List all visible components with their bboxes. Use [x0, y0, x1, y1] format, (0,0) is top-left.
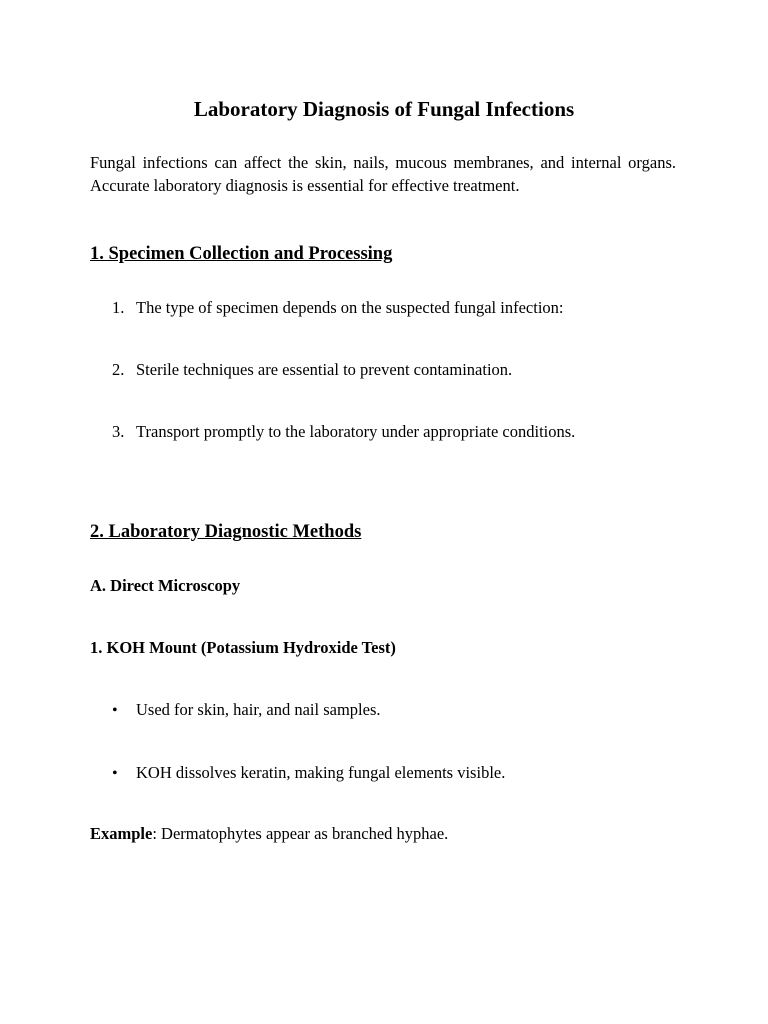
- section-heading-specimen-collection: 1. Specimen Collection and Processing: [90, 244, 393, 264]
- document-title: Laboratory Diagnosis of Fungal Infections: [193, 97, 575, 121]
- example-label: Example: [90, 824, 153, 843]
- bullet-item: [112, 762, 505, 785]
- subheading-koh-mount: 1. KOH Mount (Potassium Hydroxide Test): [90, 638, 396, 657]
- bullet-text: KOH dissolves keratin, making fungal elements visible.: [136, 763, 506, 782]
- list-item: [112, 359, 512, 381]
- bullet-text: Used for skin, hair, and nail samples.: [136, 700, 381, 719]
- list-item-number: 1.: [112, 298, 125, 317]
- bullet-icon: •: [112, 765, 118, 782]
- bullet-item: [112, 699, 381, 722]
- list-item-text: The type of specimen depends on the suspected fungal infection:: [136, 298, 564, 317]
- example-line: [90, 823, 448, 845]
- list-item-text: Transport promptly to the laboratory under appropriate conditions.: [136, 422, 576, 441]
- example-text: : Dermatophytes appear as branched hyphae.: [152, 824, 449, 843]
- intro-paragraph: Fungal infections can affect the skin, nails, mucous membranes, and internal organs. Accurate laboratory diagnosis is essential for effective treatment.: [90, 153, 676, 195]
- bullet-icon: •: [112, 702, 118, 719]
- subheading-direct-microscopy: A. Direct Microscopy: [90, 576, 241, 595]
- list-item-number: 3.: [112, 422, 125, 441]
- list-item-number: 2.: [112, 360, 125, 379]
- list-item: [112, 421, 575, 443]
- section-heading-diagnostic-methods: 2. Laboratory Diagnostic Methods: [90, 522, 362, 542]
- list-item: [112, 297, 564, 319]
- list-item-text: Sterile techniques are essential to prevent contamination.: [136, 360, 513, 379]
